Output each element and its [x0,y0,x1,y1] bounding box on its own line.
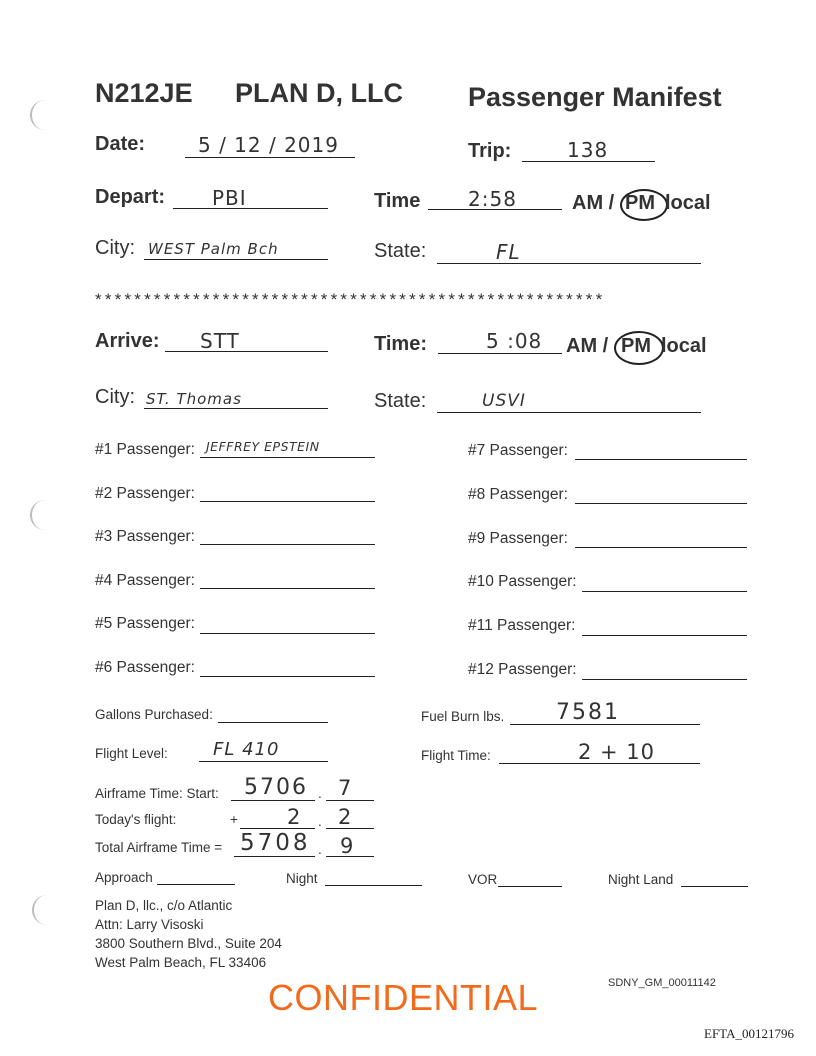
passenger-11-line [582,635,747,636]
arrive-state-label: State: [374,390,427,412]
passenger-6-label: #6 Passenger: [95,659,195,676]
todays-flight-line-whole [240,828,315,829]
arrive-city-value: ST. Thomas [146,390,242,408]
passenger-1-label: #1 Passenger: [95,441,195,458]
arrive-state-value: USVI [482,391,526,411]
date-value: 5 / 12 / 2019 [198,133,339,157]
address-line-2: Attn: Larry Visoski [95,917,204,932]
trip-label: Trip: [468,140,512,162]
depart-city-line [144,259,328,260]
fuel-burn-label: Fuel Burn lbs. [421,709,505,724]
fuel-burn-value: 7581 [556,700,620,725]
todays-flight-whole: 2 [287,805,302,829]
passenger-8-label: #8 Passenger: [468,486,568,503]
approach-line [157,884,235,885]
night-land-line [681,886,748,887]
total-airframe-tenth: 9 [340,834,355,858]
passenger-12-label: #12 Passenger: [468,661,577,678]
passenger-9-line [575,547,747,548]
airframe-start-dot: . [318,786,322,801]
depart-am-label: AM / [572,192,615,214]
passenger-4-line [200,588,375,589]
passenger-5-label: #5 Passenger: [95,615,195,632]
tail-number: N212JE [95,78,193,108]
depart-label: Depart: [95,186,166,208]
date-label: Date: [95,133,146,155]
airframe-start-whole: 5706 [244,775,308,800]
separator-stars: **************************************************** [95,290,606,309]
depart-city-value: WEST Palm Bch [148,240,279,258]
todays-flight-tenth: 2 [338,805,353,829]
arrive-state-line [437,412,701,413]
passenger-3-line [200,544,375,545]
passenger-10-label: #10 Passenger: [468,573,577,590]
airframe-start-tenth: 7 [338,776,353,800]
confidential-watermark: CONFIDENTIAL [268,977,539,1018]
vor-label: VOR [468,872,498,887]
passenger-5-line [200,633,375,634]
depart-state-value: FL [496,240,521,264]
flight-time-value: 2 + 10 [578,740,656,764]
airframe-start-line-tenth [326,800,374,801]
passenger-8-line [575,503,747,504]
gallons-label: Gallons Purchased: [95,707,213,722]
address-line-4: West Palm Beach, FL 33406 [95,955,267,970]
arrive-time-value: 5 :08 [486,329,543,353]
trip-value: 138 [567,138,609,162]
night-label: Night [286,871,318,886]
arrive-pm-label: PM [621,335,651,357]
passenger-7-label: #7 Passenger: [468,442,568,459]
approach-label: Approach [95,870,153,885]
depart-line [173,208,328,209]
night-line [325,885,422,886]
flight-level-line [199,761,328,762]
airframe-start-line-whole [231,800,315,801]
gallons-line [218,722,328,723]
depart-value: PBI [212,186,247,210]
total-airframe-line-whole [234,856,315,857]
arrive-local-label: local [661,335,707,357]
address-line-3: 3800 Southern Blvd., Suite 204 [95,936,282,951]
arrive-time-line [438,353,562,354]
passenger-3-label: #3 Passenger: [95,528,195,545]
depart-pm-label: PM [625,192,655,214]
arrive-city-label: City: [95,386,135,408]
passenger-1-value: JEFFREY EPSTEIN [206,439,320,454]
passenger-9-label: #9 Passenger: [468,530,568,547]
company-name: PLAN D, LLC [235,78,403,108]
arrive-city-line [144,408,328,409]
arrive-label: Arrive: [95,330,160,352]
flight-level-label: Flight Level: [95,746,168,761]
date-line [185,157,355,158]
document-title: Passenger Manifest [468,82,722,112]
flight-level-value: FL 410 [213,739,280,760]
arrive-time-label: Time: [374,333,427,355]
passenger-6-line [200,676,375,677]
passenger-7-line [575,459,747,460]
arrive-am-label: AM / [566,335,609,357]
efta-reference: EFTA_00121796 [704,1026,794,1041]
flight-time-label: Flight Time: [421,748,491,763]
total-airframe-dot: . [318,842,322,857]
passenger-1-line [200,457,375,458]
arrive-line [165,351,328,352]
depart-state-label: State: [374,240,427,262]
passenger-2-label: #2 Passenger: [95,485,195,502]
binder-hole-3 [32,895,62,925]
passenger-4-label: #4 Passenger: [95,572,195,589]
bates-reference: SDNY_GM_00011142 [608,977,716,989]
plus-sign: + [230,812,238,827]
arrive-value: STT [200,329,240,353]
todays-flight-label: Today's flight: [95,812,177,827]
night-land-label: Night Land [608,872,674,887]
depart-state-line [437,263,701,264]
depart-time-label: Time [374,190,421,212]
passenger-2-line [200,501,375,502]
depart-city-label: City: [95,237,135,259]
passenger-11-label: #11 Passenger: [468,617,576,634]
vor-line [498,886,562,887]
depart-time-value: 2:58 [468,187,517,211]
passenger-12-line [582,679,747,680]
passenger-10-line [582,591,747,592]
total-airframe-whole: 5708 [240,830,311,856]
binder-hole-2 [30,500,60,530]
depart-local-label: local [665,192,711,214]
airframe-start-label: Airframe Time: Start: [95,786,219,801]
address-line-1: Plan D, llc., c/o Atlantic [95,898,233,913]
binder-hole-1 [30,100,60,130]
todays-flight-dot: . [318,814,322,829]
total-airframe-label: Total Airframe Time = [95,840,223,855]
